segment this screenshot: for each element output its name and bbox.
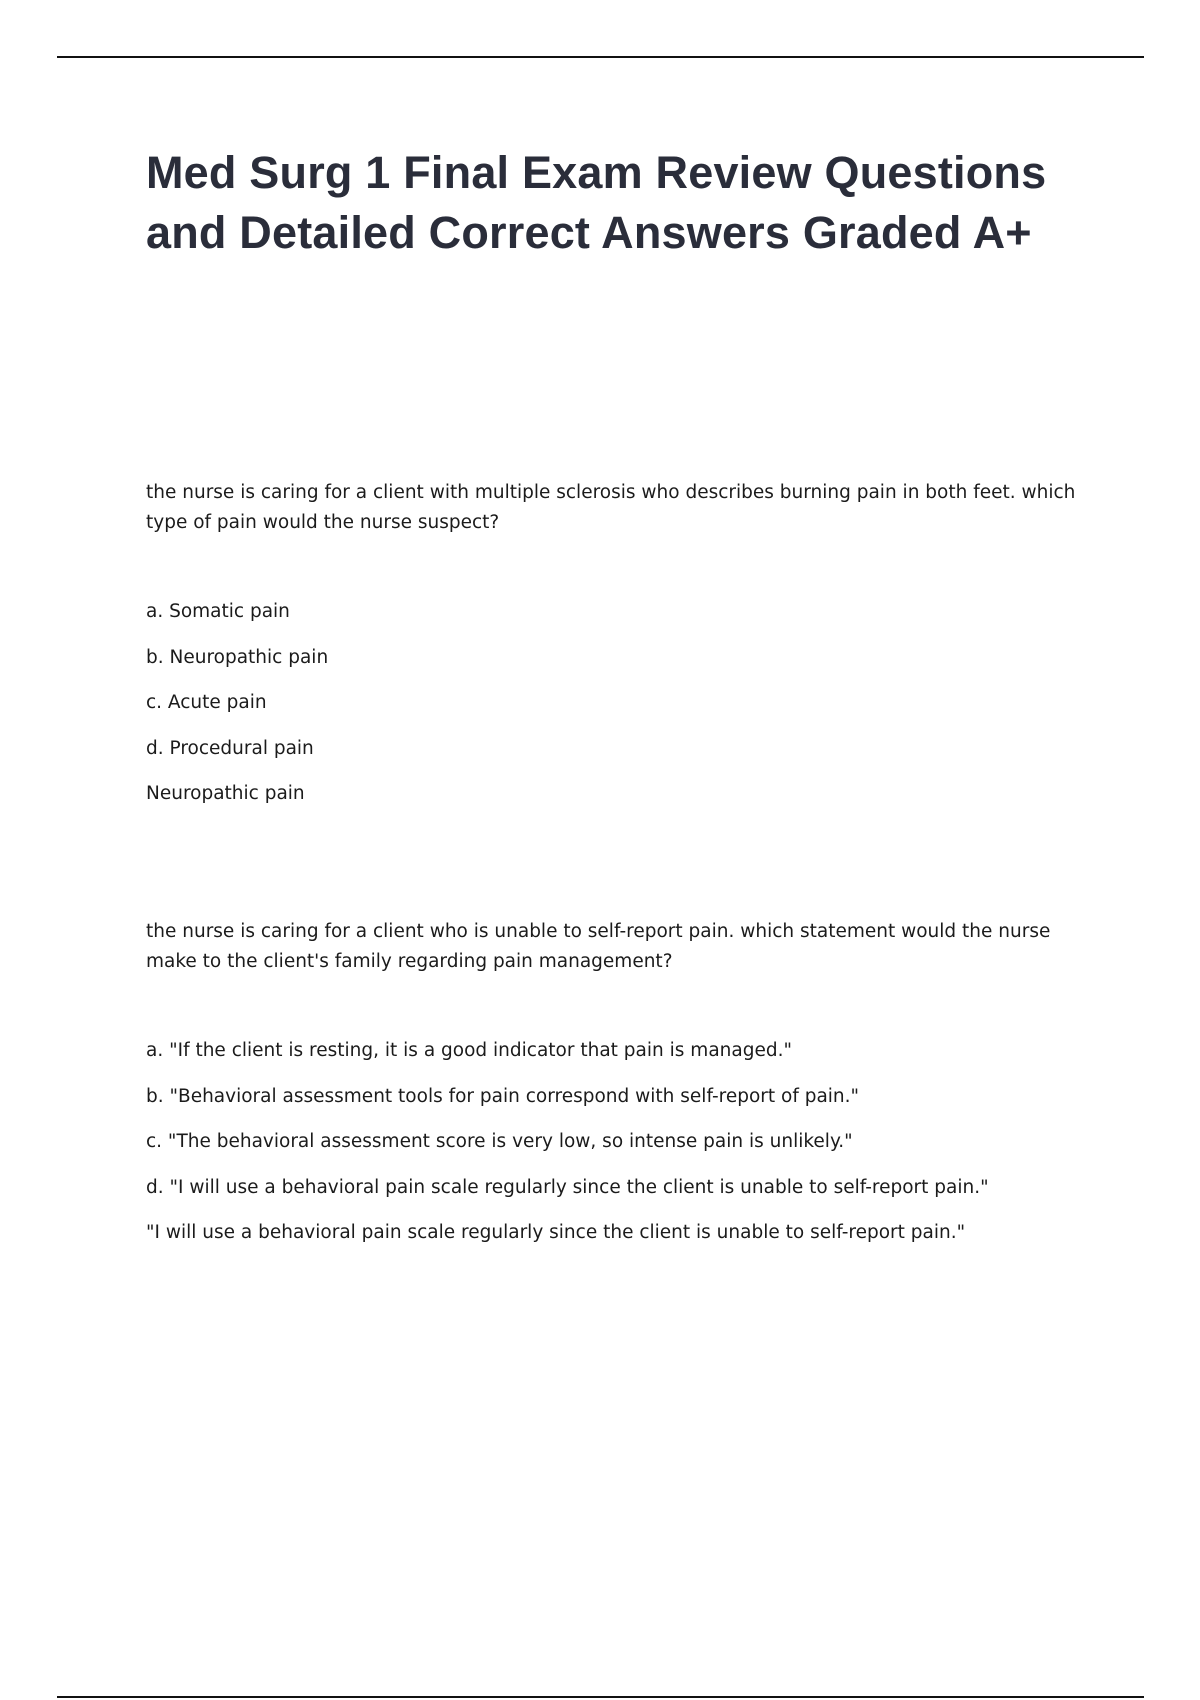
correct-answer: "I will use a behavioral pain scale regularly since the client is unable to self-report pain." xyxy=(146,1222,966,1243)
answer-options xyxy=(146,599,1106,781)
bottom-divider xyxy=(57,1696,1144,1698)
top-divider xyxy=(57,56,1144,58)
document-title: Med Surg 1 Final Exam Review Questions and Detailed Correct Answers Graded A+ xyxy=(146,147,1047,258)
option-d: d. "I will use a behavioral pain scale regularly since the client is unable to self-report pain." xyxy=(146,1176,989,1198)
option-b: b. Neuropathic pain xyxy=(146,646,329,668)
question-text: the nurse is caring for a client with multiple sclerosis who describes burning pain in both feet. which type of pain would the nurse suspect? xyxy=(146,482,1076,533)
option-d: d. Procedural pain xyxy=(146,737,314,759)
question-block xyxy=(146,917,1106,1266)
answer-options xyxy=(146,1038,1106,1220)
option-c: c. Acute pain xyxy=(146,692,267,713)
option-c: c. "The behavioral assessment score is very low, so intense pain is unlikely." xyxy=(146,1131,853,1152)
question-text: the nurse is caring for a client who is unable to self-report pain. which statement would the nurse make to the client's family regarding pain management? xyxy=(146,921,1051,972)
correct-answer: Neuropathic pain xyxy=(146,783,305,804)
option-b: b. "Behavioral assessment tools for pain correspond with self-report of pain." xyxy=(146,1085,860,1107)
option-a: a. Somatic pain xyxy=(146,601,290,622)
option-a: a. "If the client is resting, it is a good indicator that pain is managed." xyxy=(146,1040,792,1061)
question-block xyxy=(146,478,1106,827)
